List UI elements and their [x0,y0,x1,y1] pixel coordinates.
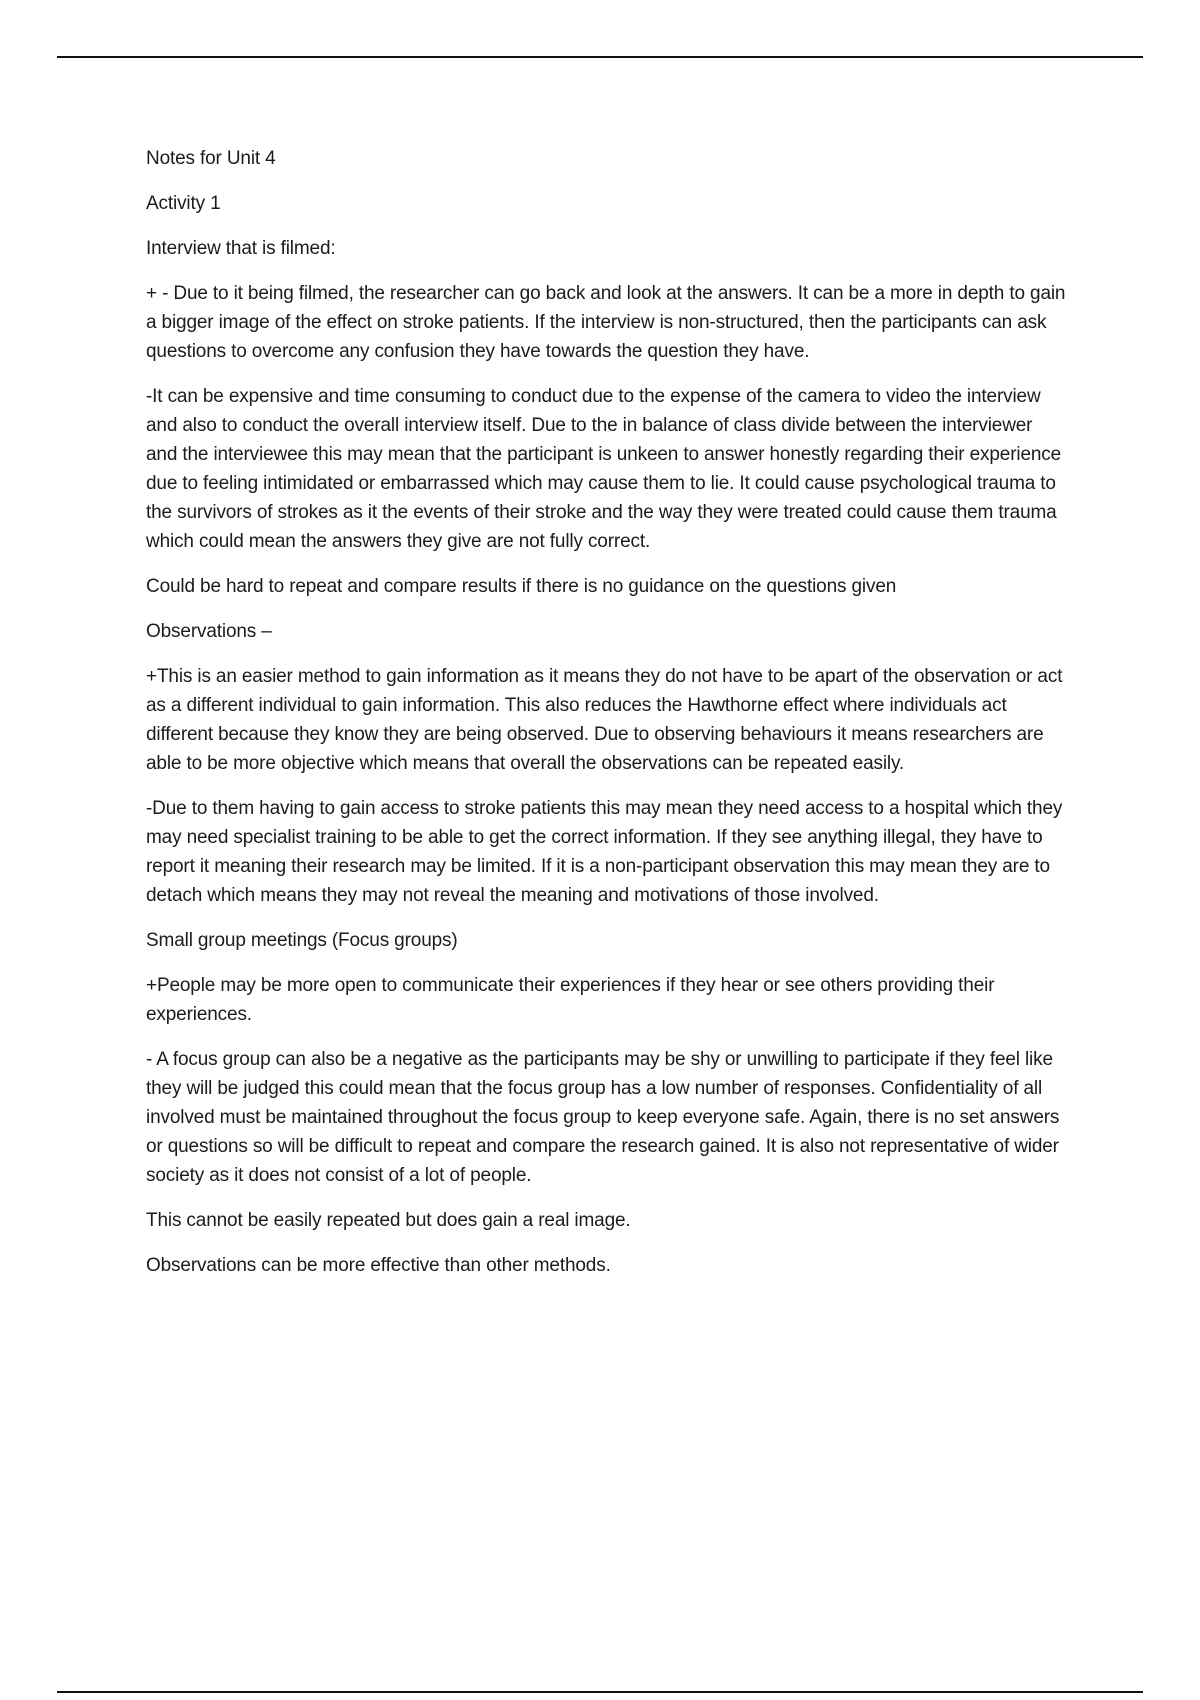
paragraph-summary-effectiveness: Observations can be more effective than other methods. [146,1255,611,1276]
paragraph-interview-advantages: + - Due to it being filmed, the researcher can go back and look at the answers. It can be a more in depth to gain a bigger image of the effect on stroke patients. If the interview is non-structured, then the participants can ask questions to overcome any confusion they have towards the question they have. [146,283,1066,362]
bottom-rule [57,1691,1143,1693]
document-title: Notes for Unit 4 [146,148,276,169]
section-heading-filmed-interview: Interview that is filmed: [146,238,336,259]
paragraph-observations-advantages: +This is an easier method to gain information as it means they do not have to be apart of the observation or act as a different individual to gain information. This also reduces the Hawthorne effect where individuals act different because they know they are being observed. Due to observing behaviours it means researchers are able to be more objective which means that overall the observations can be repeated easily. [146,666,1063,774]
paragraph-focus-groups-disadvantages: - A focus group can also be a negative as the participants may be shy or unwilling to participate if they feel like they will be judged this could mean that the focus group has a low number of responses. Confidentiality of all involved must be maintained throughout the focus group to keep everyone safe. Again, there is no set answers or questions so will be difficult to repeat and compare the research gained. It is also not representative of wider society as it does not consist of a lot of people. [146,1049,1060,1186]
section-heading-focus-groups: Small group meetings (Focus groups) [146,930,458,951]
activity-label: Activity 1 [146,193,221,214]
paragraph-observations-disadvantages: -Due to them having to gain access to stroke patients this may mean they need access to a hospital which they may need specialist training to be able to get the correct information. If they see anything illegal, they have to report it meaning their research may be limited. If it is a non-participant observation this may mean they are to detach which means they may not reveal the meaning and motivations of those involved. [146,798,1063,906]
document-body [146,144,1066,1296]
paragraph-summary-repeatability: This cannot be easily repeated but does gain a real image. [146,1210,631,1231]
paragraph-interview-disadvantages: -It can be expensive and time consuming to conduct due to the expense of the camera to video the interview and also to conduct the overall interview itself. Due to the in balance of class divide between the interviewer and the interviewee this may mean that the participant is unkeen to answer honestly regarding their experience due to feeling intimidated or embarrassed which may cause them to lie. It could cause psychological trauma to the survivors of strokes as it the events of their stroke and the way they were treated could cause them trauma which could mean the answers they give are not fully correct. [146,386,1062,552]
section-heading-observations: Observations – [146,621,272,642]
paragraph-focus-groups-advantages: +People may be more open to communicate their experiences if they hear or see others providing their experiences. [146,975,995,1025]
paragraph-interview-repeatability: Could be hard to repeat and compare results if there is no guidance on the questions given [146,576,897,597]
top-rule [57,56,1143,58]
